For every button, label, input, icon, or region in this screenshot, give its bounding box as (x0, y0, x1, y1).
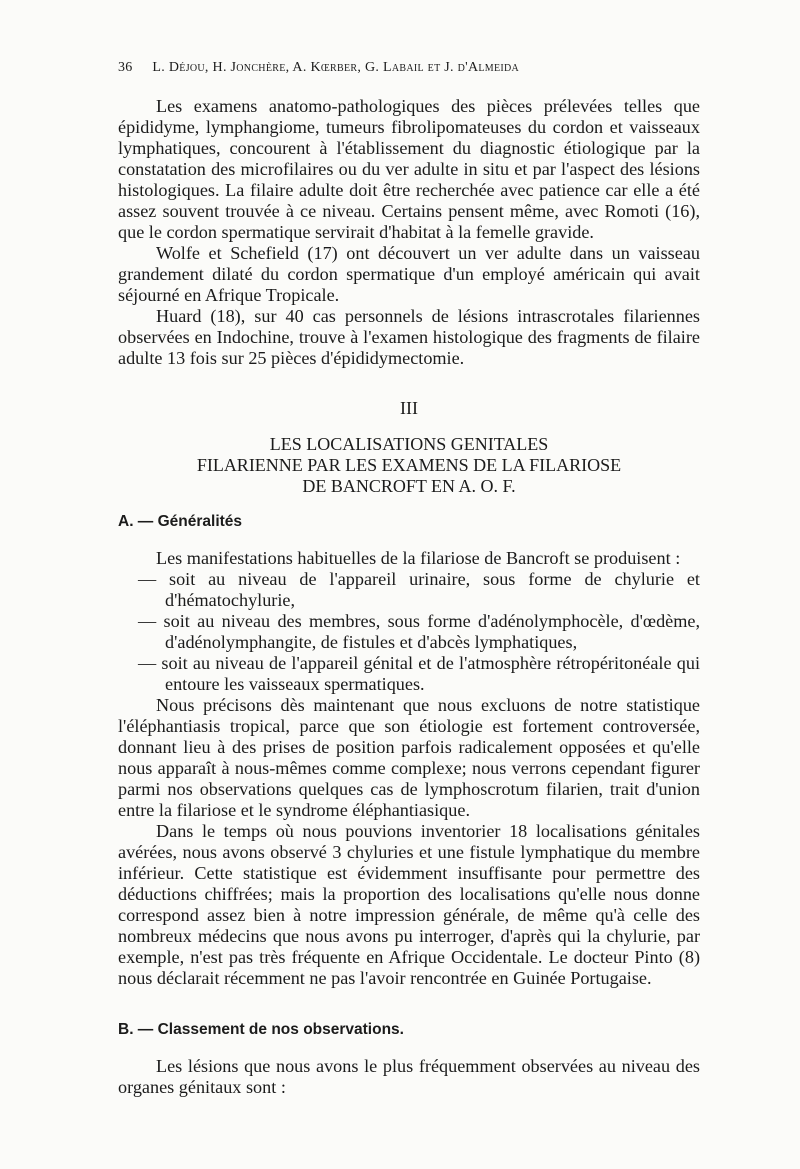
paragraph-elephantiasis: Nous précisons dès maintenant que nous excluons de notre statistique l'éléphantiasis tropical, parce que son étiologie est fortement controversée, donnant lieu à des prises de position parfois radicalement opposées et qu'elle nous apparaît à nous-mêmes comme complexe; nous verrons cependant figurer parmi nos observations quelques cas de lymphoscrotum filarien, trait d'union entre la filariose et le syndrome éléphantiasique. (118, 695, 700, 820)
document-page (118, 60, 700, 1098)
subsection-heading-generalites: A. — Généralités (118, 513, 243, 530)
paragraph-lesions: Les lésions que nous avons le plus fréquemment observées au niveau des organes génitaux sont : (118, 1056, 700, 1097)
section-title-line-1: LES LOCALISATIONS GENITALES (269, 434, 549, 454)
section-number: III (400, 398, 418, 418)
running-header (118, 60, 700, 76)
paragraph-wolfe-schefield: Wolfe et Schefield (17) ont découvert un ver adulte dans un vaisseau grandement dilaté du cordon spermatique d'un employé américain qui avait séjourné en Afrique Tropicale. (118, 243, 700, 305)
page-number: 36 (118, 60, 133, 75)
authors-line: L. Déjou, H. Jonchère, A. Kœrber, G. Labail et J. d'Almeida (152, 60, 520, 75)
paragraph-statistique: Dans le temps où nous pouvions inventorier 18 localisations génitales avérées, nous avons observé 3 chyluries et une fistule lymphatique du membre inférieur. Cette statistique est évidemment insuffisante pour permettre des déductions chiffrées; mais la proportion des localisations qu'elle nous donne correspond assez bien à notre impression générale, de même qu'à celle des nombreux médecins que nous avons pu interroger, d'après qui la chylurie, par exemple, n'est pas très fréquente en Afrique Occidentale. Le docteur Pinto (8) nous déclarait récemment ne pas l'avoir rencontrée en Guinée Portugaise. (118, 821, 700, 988)
list-item-urinaire: — soit au niveau de l'appareil urinaire, sous forme de chylurie et d'hématochylurie, (138, 569, 700, 610)
section-title-line-3: DE BANCROFT EN A. O. F. (302, 476, 516, 496)
paragraph-manifestations-intro: Les manifestations habituelles de la filariose de Bancroft se produisent : (156, 548, 681, 568)
list-item-genital: — soit au niveau de l'appareil génital et de l'atmosphère rétropéritonéale qui entoure les vaisseaux spermatiques. (138, 653, 700, 694)
subsection-heading-classement: B. — Classement de nos observations. (118, 1021, 404, 1038)
paragraph-anatomo-pathology: Les examens anatomo-pathologiques des pièces prélevées telles que épididyme, lymphangiome, tumeurs fibrolipomateuses du cordon et vaisseaux lymphatiques, concourent à l'établissement du diagnostic étiologique par la constatation des microfilaires ou du ver adulte in situ et par l'aspect des lésions histologiques. La filaire adulte doit être recherchée avec patience car elle a été assez souvent trouvée à ce niveau. Certains pensent même, avec Romoti (16), que le cordon spermatique servirait d'habitat à la femelle gravide. (118, 96, 700, 242)
list-item-membres: — soit au niveau des membres, sous forme d'adénolymphocèle, d'œdème, d'adénolymphangite, de fistules et d'abcès lymphatiques, (138, 611, 700, 652)
section-title-line-2: FILARIENNE PAR LES EXAMENS DE LA FILARIOSE (196, 455, 622, 475)
manifestations-list (118, 569, 700, 695)
paragraph-huard: Huard (18), sur 40 cas personnels de lésions intrascrotales filariennes observées en Indochine, trouve à l'examen histologique des fragments de filaire adulte 13 fois sur 25 pièces d'épididymectomie. (118, 306, 700, 368)
